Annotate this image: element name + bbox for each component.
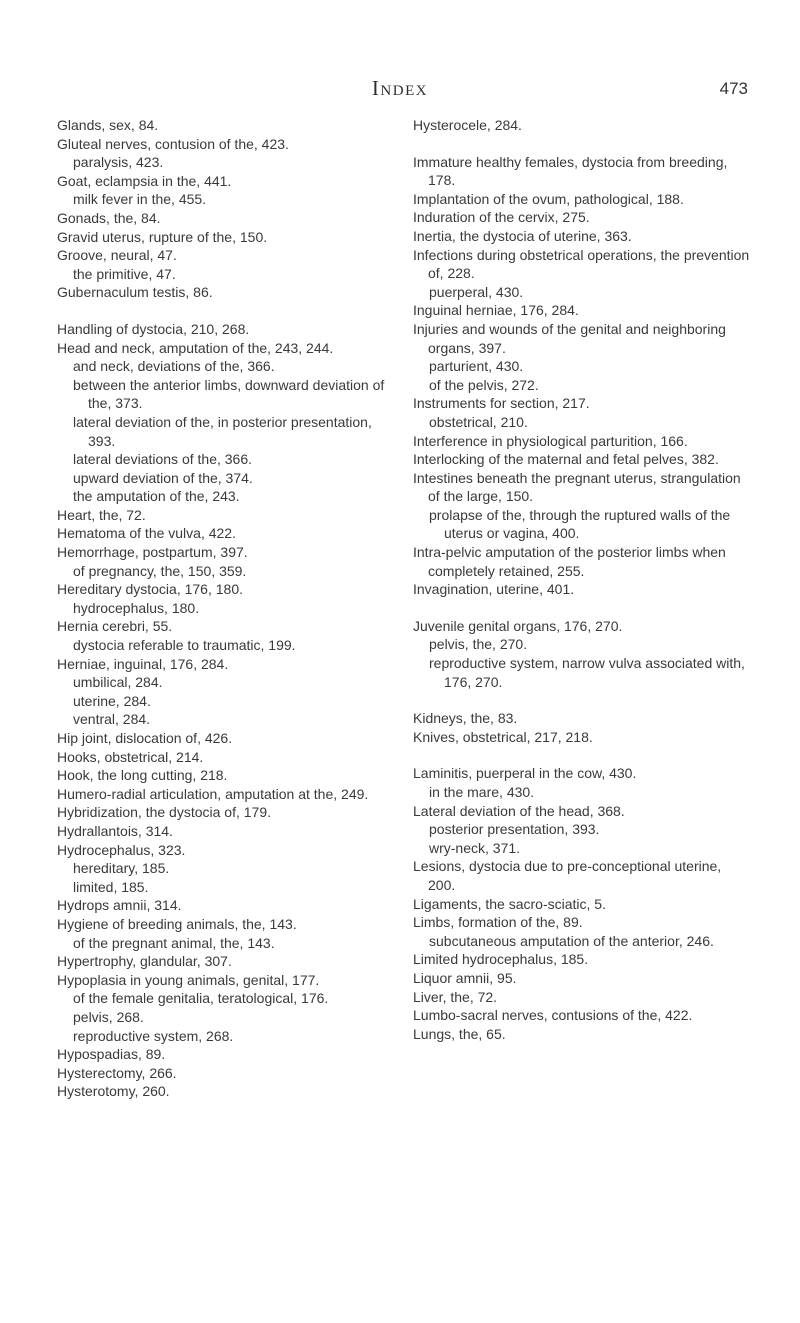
index-entry: Invagination, uterine, 401. (413, 581, 575, 598)
index-entry: Lumbo-sacral nerves, contusions of the, 422. (413, 1007, 693, 1024)
index-entry: Lateral deviation of the head, 368. (413, 802, 625, 819)
group-separator (413, 691, 751, 709)
index-entry: Injuries and wounds of the genital and neighboring organs, 397. (413, 320, 726, 356)
index-entry: Hook, the long cutting, 218. (57, 767, 228, 784)
index-subentry: reproductive system, 268. (73, 1027, 234, 1044)
index-letter-group (57, 116, 392, 302)
index-letter-group (413, 709, 751, 746)
index-entry: Hysterotomy, 260. (57, 1083, 170, 1100)
index-entry: Hysterectomy, 266. (57, 1064, 177, 1081)
group-separator (413, 599, 751, 617)
index-entry: Liver, the, 72. (413, 988, 498, 1005)
index-subentry: milk fever in the, 455. (73, 191, 207, 208)
index-entry: Liquor amnii, 95. (413, 969, 517, 986)
index-entry: Hip joint, dislocation of, 426. (57, 730, 233, 746)
index-entry: Intestines beneath the pregnant uterus, strangulation of the large, 150. (413, 469, 741, 505)
index-entry: Inertia, the dystocia of uterine, 363. (413, 227, 632, 244)
index-subentry: uterine, 284. (73, 692, 151, 709)
index-entry: Hypoplasia in young animals, genital, 177. (57, 971, 320, 988)
index-entry: Hydrallantois, 314. (57, 822, 173, 839)
index-subentry: puerperal, 430. (429, 283, 524, 300)
index-entry: Inguinal herniae, 176, 284. (413, 302, 579, 319)
index-entry: Implantation of the ovum, pathological, 188. (413, 190, 684, 207)
index-entry: Gonads, the, 84. (57, 209, 161, 226)
index-subentry: limited, 185. (73, 878, 149, 895)
index-entry: Hydrops amnii, 314. (57, 897, 182, 914)
index-entry: Hypertrophy, glandular, 307. (57, 953, 232, 970)
index-subentry: prolapse of the, through the ruptured walls of the uterus or vagina, 400. (429, 506, 731, 542)
index-entry: Humero-radial articulation, amputation at the, 249. (57, 785, 369, 802)
index-entry: Induration of the cervix, 275. (413, 209, 590, 226)
index-column-right (413, 116, 751, 1043)
index-letter-group (57, 320, 392, 1101)
index-subentry: between the anterior limbs, downward deviation of the, 373. (73, 376, 385, 412)
index-subentry: in the mare, 430. (429, 784, 535, 800)
index-subentry: and neck, deviations of the, 366. (73, 358, 275, 375)
index-subentry: dystocia referable to traumatic, 199. (73, 637, 296, 654)
index-entry: Glands, sex, 84. (57, 117, 159, 133)
index-letter-group (413, 153, 751, 599)
index-subentry: parturient, 430. (429, 358, 524, 375)
index-entry: Juvenile genital organs, 176, 270. (413, 617, 623, 634)
index-entry: Heart, the, 72. (57, 506, 146, 523)
index-entry: Kidneys, the, 83. (413, 710, 518, 727)
index-subentry: posterior presentation, 393. (429, 821, 600, 838)
index-entry: Limbs, formation of the, 89. (413, 914, 583, 931)
index-entry: Limited hydrocephalus, 185. (413, 951, 589, 968)
index-subentry: paralysis, 423. (73, 154, 164, 171)
index-subentry: hydrocephalus, 180. (73, 599, 200, 616)
index-entry: Hybridization, the dystocia of, 179. (57, 804, 272, 821)
index-subentry: of the pregnant animal, the, 143. (73, 934, 275, 951)
index-subentry: the primitive, 47. (73, 265, 176, 282)
index-entry: Intra-pelvic amputation of the posterior limbs when completely retained, 255. (413, 544, 726, 579)
index-subentry: of the female genitalia, teratological, 176. (73, 990, 329, 1007)
page-number: 473 (719, 79, 748, 98)
index-entry: Hematoma of the vulva, 422. (57, 525, 236, 542)
index-subentry: hereditary, 185. (73, 860, 170, 877)
index-entry: Lungs, the, 65. (413, 1025, 506, 1042)
index-letter-group (413, 116, 751, 135)
index-entry: Hernia cerebri, 55. (57, 618, 173, 635)
group-separator (413, 135, 751, 153)
index-entry: Interlocking of the maternal and fetal pelves, 382. (413, 451, 719, 468)
index-entry: Head and neck, amputation of the, 243, 244. (57, 339, 334, 356)
index-subentry: upward deviation of the, 374. (73, 469, 253, 486)
index-entry: Instruments for section, 217. (413, 395, 590, 412)
index-entry: Hypospadias, 89. (57, 1046, 166, 1063)
index-subentry: pelvis, the, 270. (429, 636, 528, 653)
index-subentry: lateral deviation of the, in posterior presentation, 393. (73, 413, 372, 449)
index-subentry: subcutaneous amputation of the anterior, 246. (429, 932, 714, 949)
index-subentry: ventral, 284. (73, 711, 151, 728)
index-entry: Lesions, dystocia due to pre-conceptional uterine, 200. (413, 858, 722, 893)
group-separator (413, 746, 751, 764)
page-title: Index (371, 76, 429, 100)
index-entry: Handling of dystocia, 210, 268. (57, 320, 250, 337)
page-header (0, 76, 800, 106)
index-entry: Goat, eclampsia in the, 441. (57, 172, 232, 189)
index-entry: Hereditary dystocia, 176, 180. (57, 581, 243, 598)
group-separator (57, 302, 392, 320)
index-entry: Hydrocephalus, 323. (57, 841, 186, 858)
index-subentry: umbilical, 284. (73, 674, 163, 691)
index-subentry: of pregnancy, the, 150, 359. (73, 562, 247, 579)
index-letter-group (413, 764, 751, 1043)
index-column-left (57, 116, 392, 1101)
index-entry: Hygiene of breeding animals, the, 143. (57, 915, 297, 932)
index-letter-group (413, 617, 751, 691)
index-entry: Interference in physiological parturition, 166. (413, 432, 688, 449)
index-subentry: reproductive system, narrow vulva associated with, 176, 270. (429, 655, 745, 690)
index-subentry: obstetrical, 210. (429, 413, 528, 430)
index-entry: Gravid uterus, rupture of the, 150. (57, 228, 268, 245)
index-subentry: wry-neck, 371. (429, 839, 521, 856)
index-subentry: lateral deviations of the, 366. (73, 451, 253, 468)
index-entry: Infections during obstetrical operations, the prevention of, 228. (413, 246, 750, 282)
index-entry: Gluteal nerves, contusion of the, 423. (57, 135, 289, 152)
index-entry: Gubernaculum testis, 86. (57, 284, 213, 301)
index-entry: Hysterocele, 284. (413, 117, 522, 133)
index-entry: Herniae, inguinal, 176, 284. (57, 655, 229, 672)
index-entry: Groove, neural, 47. (57, 247, 177, 264)
index-entry: Laminitis, puerperal in the cow, 430. (413, 765, 637, 782)
index-entry: Ligaments, the sacro-sciatic, 5. (413, 895, 606, 912)
index-entry: Immature healthy females, dystocia from breeding, 178. (413, 153, 728, 189)
index-subentry: pelvis, 268. (73, 1008, 144, 1025)
index-subentry: the amputation of the, 243. (73, 488, 240, 505)
index-entry: Hemorrhage, postpartum, 397. (57, 544, 248, 561)
index-entry: Knives, obstetrical, 217, 218. (413, 728, 593, 745)
index-subentry: of the pelvis, 272. (429, 376, 539, 393)
index-entry: Hooks, obstetrical, 214. (57, 748, 204, 765)
